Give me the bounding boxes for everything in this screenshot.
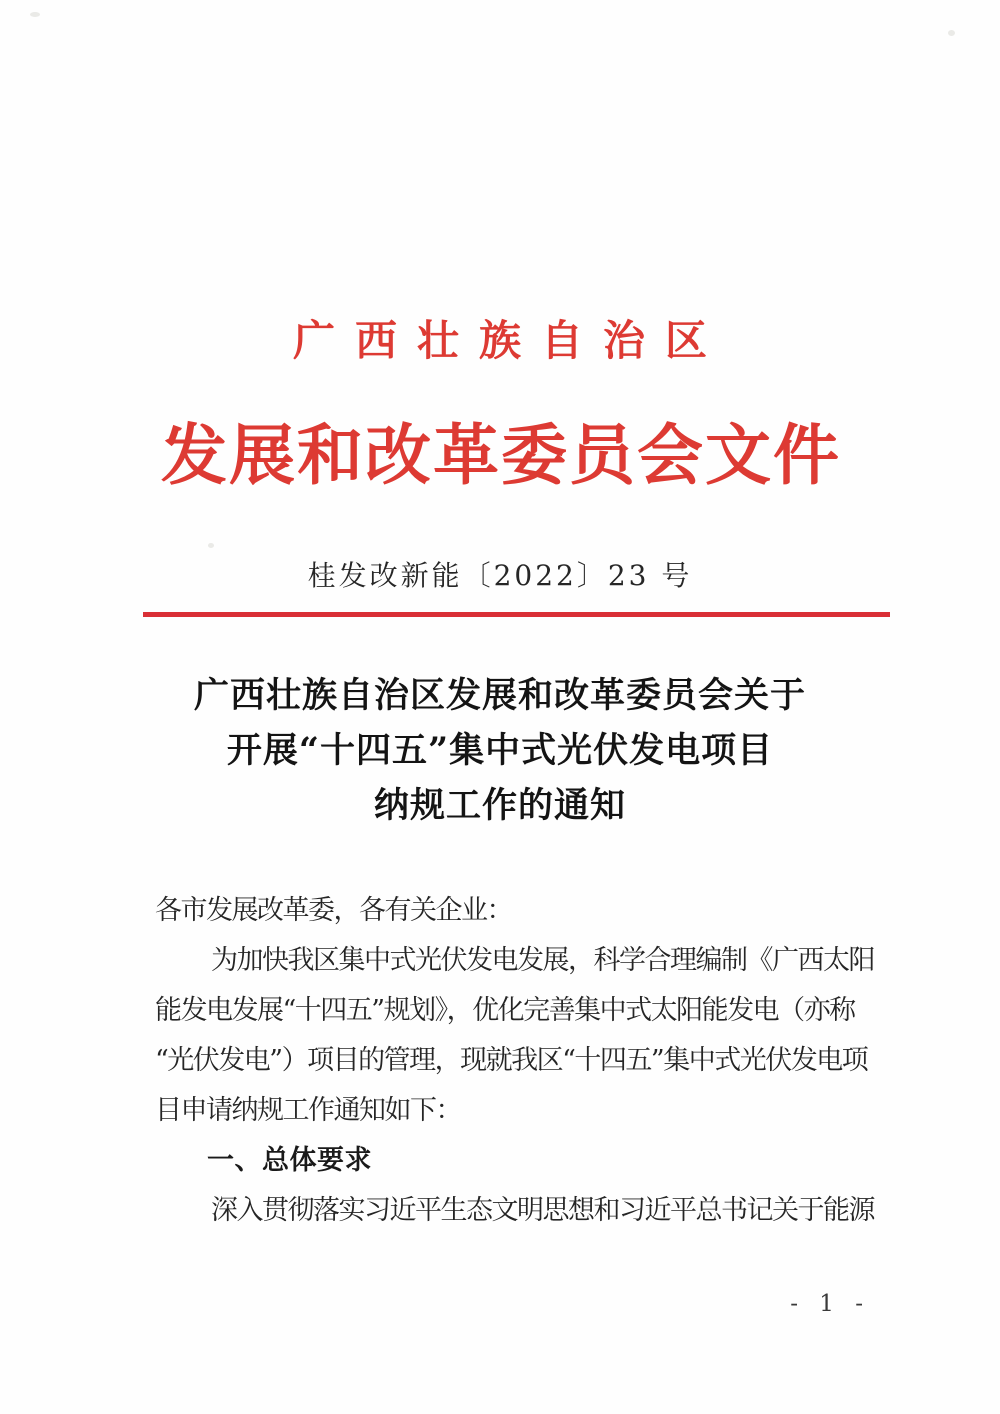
document-title-line-3: 纳规工作的通知: [373, 785, 626, 826]
document-reference-number: 桂发改新能〔2022〕23 号: [307, 559, 693, 592]
scan-noise-speck: [30, 12, 40, 17]
scan-noise-speck: [948, 30, 955, 36]
document-title: [0, 668, 1000, 833]
section1-heading: 一、总体要求: [207, 1145, 372, 1176]
page-number: - 1 -: [790, 1291, 870, 1317]
paragraph1-line-4: 目申请纳规工作通知如下：: [155, 1095, 461, 1126]
issuing-authority-name: 广西壮族自治区: [292, 316, 727, 365]
document-title-line-1: 广西壮族自治区发展和改革委员会关于: [193, 675, 806, 716]
salutation-line: 各市发展改革委，各有关企业：: [155, 895, 512, 926]
red-divider-rule: [143, 612, 890, 617]
paragraph1-line-2: 能发电发展“十四五”规划》，优化完善集中式太阳能发电（亦称: [155, 995, 855, 1026]
document-type-masthead: 发展和改革委员会文件: [161, 416, 841, 494]
paragraph1-line-3: “光伏发电”）项目的管理，现就我区“十四五”集中式光伏发电项: [155, 1045, 868, 1076]
scan-noise-speck: [208, 543, 214, 548]
paragraph1-line-1: 为加快我区集中式光伏发电发展，科学合理编制《广西太阳: [211, 945, 874, 976]
paragraph2-line-1: 深入贯彻落实习近平生态文明思想和习近平总书记关于能源: [211, 1195, 874, 1226]
document-title-line-2: 开展“十四五”集中式光伏发电项目: [226, 730, 774, 771]
document-body: [155, 886, 887, 1236]
